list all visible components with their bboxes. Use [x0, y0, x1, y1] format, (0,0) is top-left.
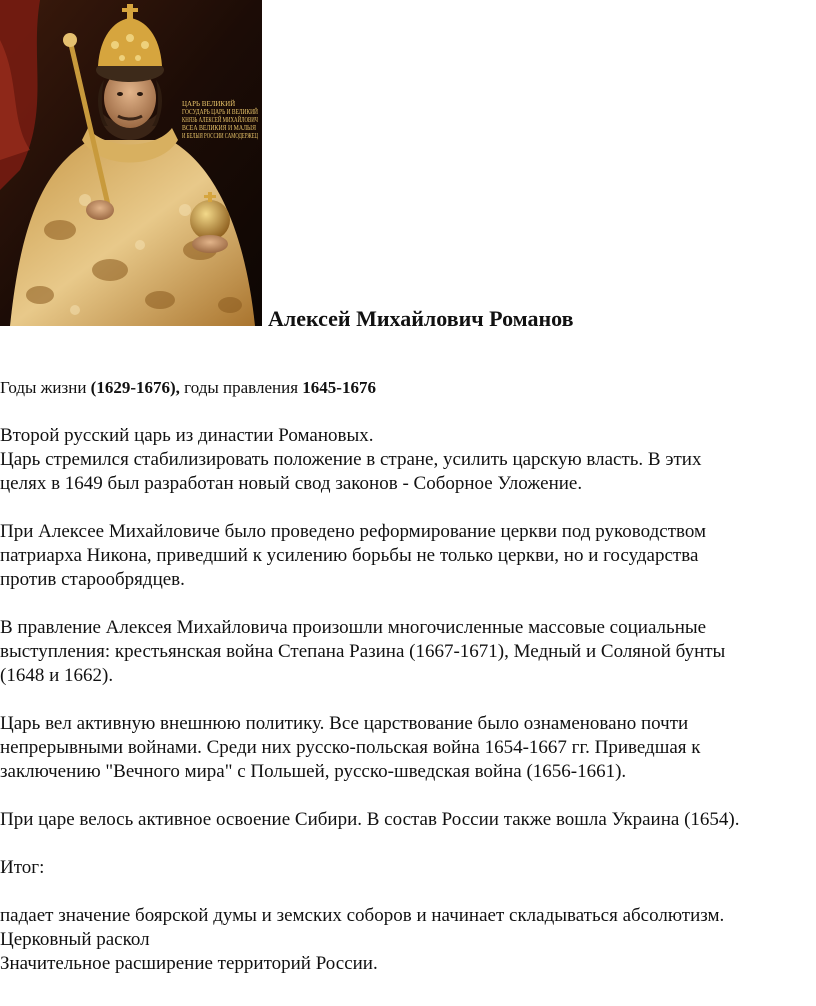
- summary-line: Значительное расширение территорий России.: [0, 953, 378, 974]
- paragraph-line: непрерывными войнами. Среди них русско-польская война 1654-1667 гг. Приведшая к: [0, 737, 701, 758]
- tsar-portrait: [0, 0, 262, 326]
- life-years-label: Годы жизни: [0, 378, 91, 397]
- page-title: Алексей Михайлович Романов: [268, 306, 574, 331]
- summary-heading: Итог:: [0, 857, 45, 878]
- reign-years-value: 1645-1676: [302, 378, 376, 397]
- paragraph-line: патриарха Никона, приведший к усилению борьбы не только церкви, но и государства: [0, 545, 699, 566]
- reign-years-label: годы правления: [179, 378, 303, 397]
- article-body: [0, 376, 816, 976]
- spacer: [0, 880, 816, 904]
- inscription-line: КНЯЗЬ АЛЕКСЕЙ МИХАЙЛОВИЧ: [182, 116, 259, 124]
- paragraph-line: При Алексее Михайловиче было проведено реформирование церкви под руководством: [0, 521, 707, 542]
- spacer: [0, 688, 816, 712]
- years-line: [0, 376, 816, 400]
- paragraph-line: При царе велось активное освоение Сибири. В состав России также вошла Украина (1654).: [0, 809, 740, 830]
- spacer: [0, 832, 816, 856]
- paragraph-line: против старообрядцев.: [0, 569, 185, 590]
- spacer: [0, 400, 816, 424]
- spacer: [0, 592, 816, 616]
- tsar-portrait-image: [0, 0, 262, 326]
- paragraph-line: В правление Алексея Михайловича произошли многочисленные массовые социальные: [0, 617, 707, 638]
- summary-line: падает значение боярской думы и земских соборов и начинает складываться абсолютизм.: [0, 905, 725, 926]
- inscription-line: ЦАРЬ ВЕЛИКИЙ: [182, 100, 236, 108]
- spacer: [0, 496, 816, 520]
- paragraph-line: Второй русский царь из династии Романовых.: [0, 425, 374, 446]
- paragraph-line: выступления: крестьянская война Степана Разина (1667-1671), Медный и Соляной бунты: [0, 641, 726, 662]
- paragraph-line: целях в 1649 был разработан новый свод законов - Соборное Уложение.: [0, 473, 583, 494]
- summary-line: Церковный раскол: [0, 929, 150, 950]
- paragraph-line: (1648 и 1662).: [0, 665, 114, 686]
- inscription-line: И БЕЛЫЯ РОССИИ САМОДЕРЖЕЦ: [182, 132, 258, 140]
- inscription-line: ВСЕА ВЕЛИКИЯ И МАЛЫЯ: [182, 124, 257, 132]
- paragraph-line: заключению "Вечного мира" с Польшей, русско-шведская война (1656-1661).: [0, 761, 627, 782]
- paragraph-line: Царь стремился стабилизировать положение в стране, усилить царскую власть. В этих: [0, 449, 702, 470]
- spacer: [0, 784, 816, 808]
- inscription-line: ГОСУДАРЬ ЦАРЬ И ВЕЛИКИЙ: [182, 108, 258, 116]
- paragraph-line: Царь вел активную внешнюю политику. Все царствование было ознаменовано почти: [0, 713, 689, 734]
- life-years-value: (1629-1676),: [90, 378, 180, 397]
